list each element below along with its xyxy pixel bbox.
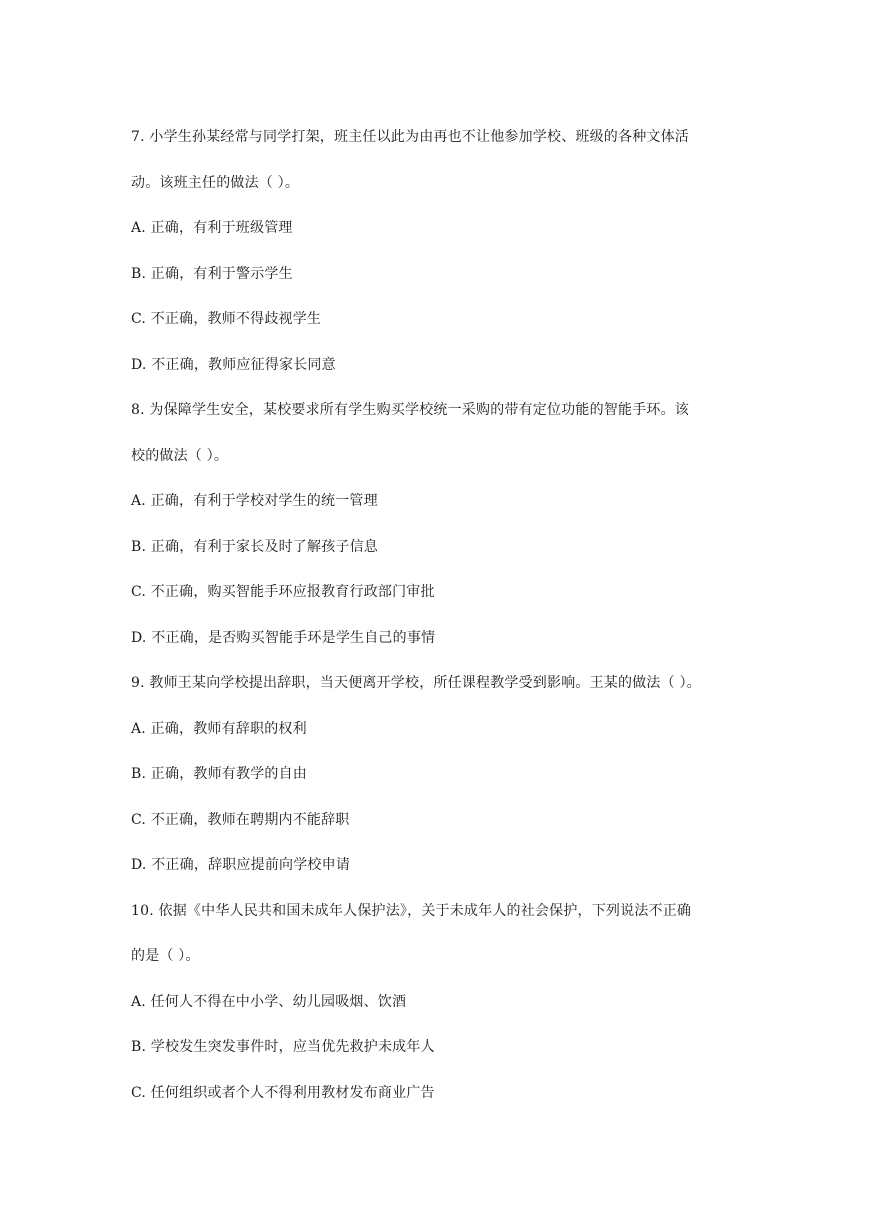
option-b: B. 正确，教师有教学的自由 xyxy=(131,766,307,782)
option-b: B. 正确，有利于警示学生 xyxy=(131,265,293,282)
question-10 xyxy=(131,889,741,1117)
question-stem-line: 10. 依据《中华人民共和国未成年人保护法》，关于未成年人的社会保护，下列说法不正确 xyxy=(131,902,692,919)
option-c: C. 不正确，教师不得歧视学生 xyxy=(131,311,322,327)
question-list xyxy=(131,115,741,1116)
option-a: A. 正确，教师有辞职的权利 xyxy=(131,720,307,737)
question-9 xyxy=(131,661,741,889)
question-stem-line: 9. 教师王某向学校提出辞职，当天便离开学校，所任课程教学受到影响。王某的做法（ ）。 xyxy=(131,675,701,691)
option-a: A. 正确，有利于班级管理 xyxy=(131,220,293,236)
question-stem-line: 动。该班主任的做法（ ）。 xyxy=(131,174,300,191)
option-c: C. 不正确，购买智能手环应报教育行政部门审批 xyxy=(131,584,435,600)
question-stem-line: 校的做法（ ）。 xyxy=(131,447,229,464)
question-stem-line: 8. 为保障学生安全，某校要求所有学生购买学校统一采购的带有定位功能的智能手环。该 xyxy=(131,402,690,418)
option-a: A. 正确，有利于学校对学生的统一管理 xyxy=(131,493,378,509)
question-7 xyxy=(131,115,741,388)
option-a: A. 任何人不得在中小学、幼儿园吸烟、饮酒 xyxy=(131,993,407,1010)
question-stem-line: 的是（ ）。 xyxy=(131,948,200,964)
question-8 xyxy=(131,388,741,661)
option-d: D. 不正确，是否购买智能手环是学生自己的事情 xyxy=(131,629,436,646)
option-d: D. 不正确，辞职应提前向学校申请 xyxy=(131,857,351,873)
question-stem-line: 7. 小学生孙某经常与同学打架，班主任以此为由再也不让他参加学校、班级的各种文体活 xyxy=(131,129,690,145)
option-d: D. 不正确，教师应征得家长同意 xyxy=(131,356,336,373)
option-c: C. 不正确，教师在聘期内不能辞职 xyxy=(131,811,350,828)
option-b: B. 学校发生突发事件时，应当优先救护未成年人 xyxy=(131,1039,435,1055)
option-c: C. 任何组织或者个人不得利用教材发布商业广告 xyxy=(131,1084,435,1101)
option-b: B. 正确，有利于家长及时了解孩子信息 xyxy=(131,538,378,555)
